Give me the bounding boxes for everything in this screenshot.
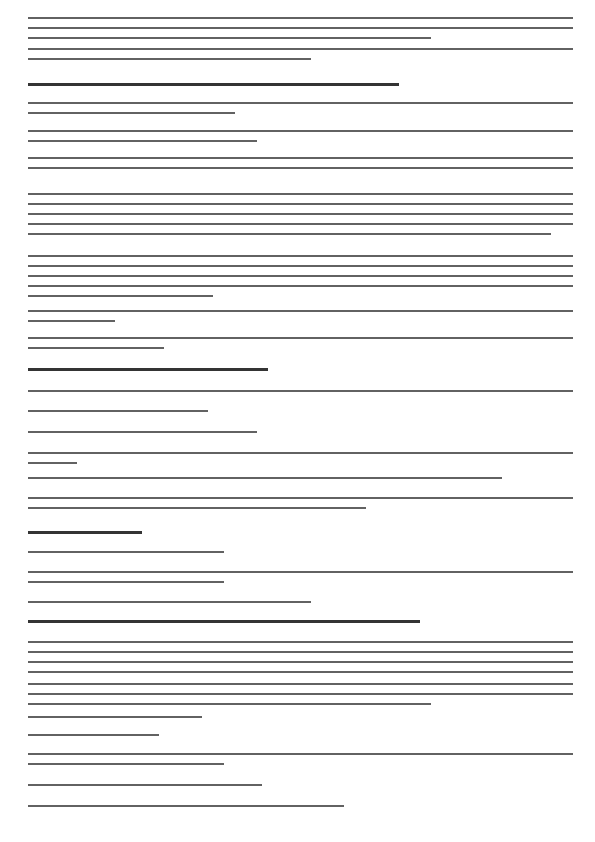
paragraph [28, 683, 573, 705]
paragraph [28, 193, 573, 235]
paragraph [28, 716, 573, 718]
clause-paragraph [28, 551, 573, 553]
section-heading [28, 83, 573, 86]
paragraph [28, 310, 573, 322]
paragraph [28, 497, 573, 509]
clause-paragraph [28, 410, 573, 412]
section-heading [28, 368, 573, 371]
list-item [28, 452, 573, 464]
section-heading [28, 620, 573, 623]
list-item [28, 734, 573, 736]
list-item [28, 601, 573, 603]
paragraph [28, 255, 573, 297]
paragraph [28, 157, 573, 169]
list-item [28, 784, 573, 786]
paragraph [28, 130, 573, 142]
paragraph [28, 805, 573, 807]
clause-paragraph [28, 641, 573, 673]
list-item [28, 477, 573, 479]
list-item [28, 753, 573, 765]
list-item [28, 431, 573, 433]
clause-paragraph [28, 102, 573, 114]
section-heading [28, 531, 573, 534]
paragraph [28, 48, 573, 60]
clause-paragraph [28, 390, 573, 392]
list-item [28, 571, 573, 583]
paragraph [28, 337, 573, 349]
paragraph [28, 17, 573, 39]
